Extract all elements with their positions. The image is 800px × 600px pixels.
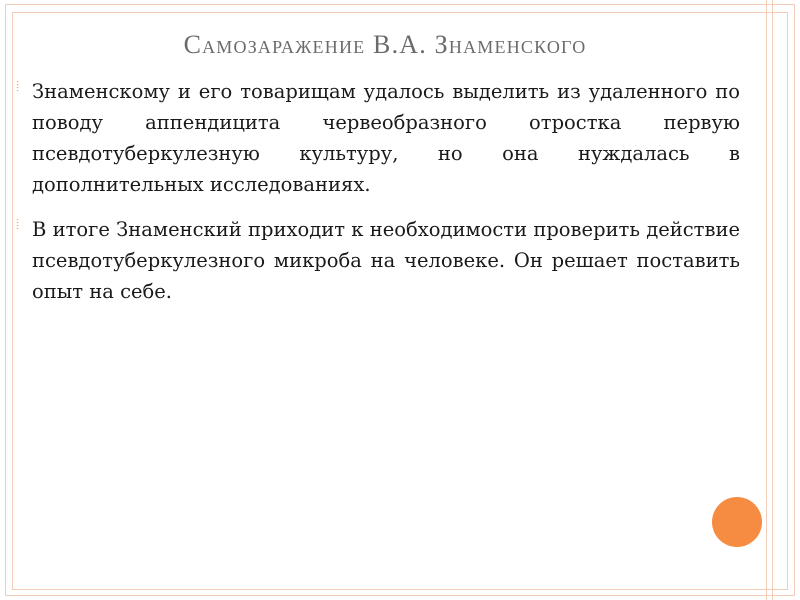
bullet-item xyxy=(18,76,740,200)
bullet-icon: ⦙ xyxy=(16,79,20,95)
decorative-vertical-line xyxy=(766,0,767,600)
bullet-item xyxy=(18,214,740,307)
bullet-text: Знаменскому и его товарищам удалось выделить из удаленного по поводу аппендицита червеобразного отростка первую псевдотуберкулезную культуру, но она нуждалась в дополнительных исследованиях. xyxy=(32,80,740,196)
slide-title: Самозаражение В.А. Знаменского xyxy=(183,30,587,59)
decorative-vertical-line xyxy=(772,0,773,600)
bullet-text: В итоге Знаменский приходит к необходимости проверить действие псевдотуберкулезного микроба на человеке. Он решает поставить опыт на себе. xyxy=(32,218,740,303)
bullet-icon: ⦙ xyxy=(16,217,20,233)
slide-content xyxy=(18,76,740,321)
orange-circle-icon xyxy=(712,497,762,547)
